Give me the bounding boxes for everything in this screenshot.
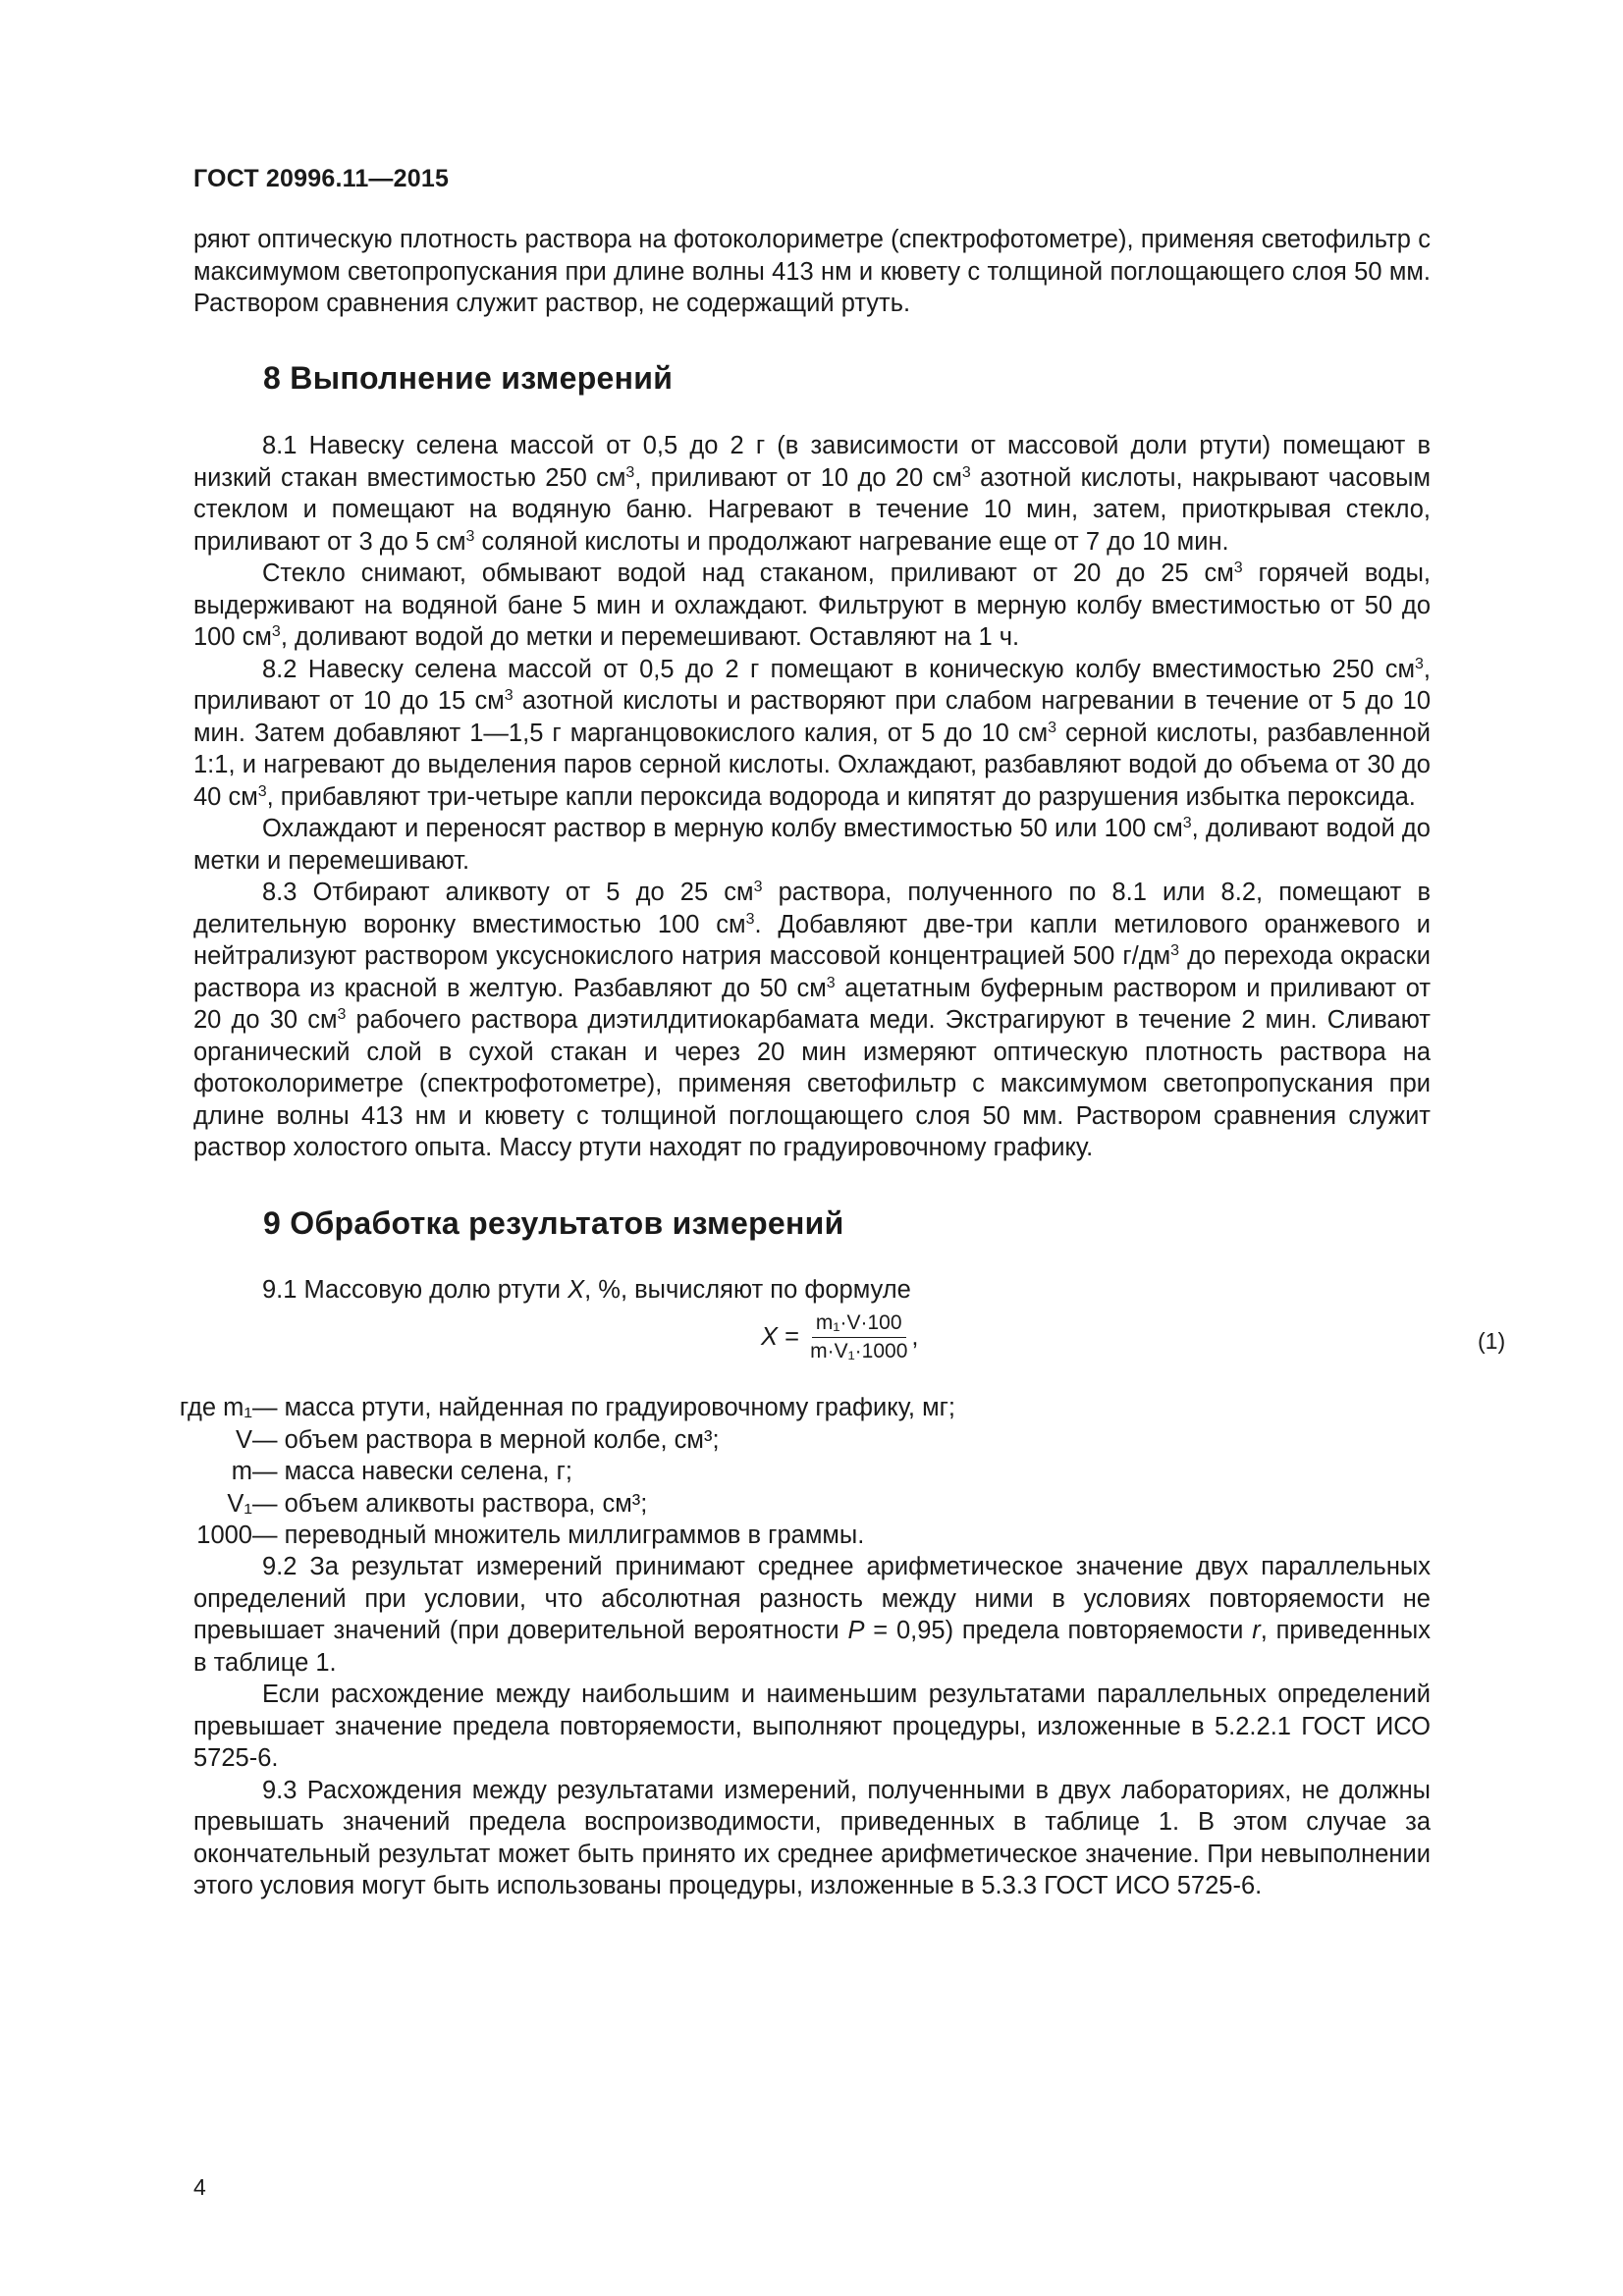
paragraph-8-2-cont: Охлаждают и переносят раствор в мерную колбу вместимостью 50 или 100 $см^3$, доливают водой до метки и перемешивают. bbox=[193, 815, 1431, 875]
document-header: ГОСТ 20996.11—2015 bbox=[193, 165, 450, 192]
paragraph-8-1-cont: Стекло снимают, обмывают водой над стаканом, приливают от 20 до 25 $см^3$ горячей воды, выдерживают на водяной бане 5 мин и охлаждают. Фильтруют в мерную колбу вместимостью от 50 до 100 $см^3$, доливают водой до метки и перемешивают. Оставляют на 1 ч. bbox=[193, 560, 1431, 651]
formula-number: (1) bbox=[1478, 1328, 1506, 1354]
intro-paragraph bbox=[193, 224, 1431, 320]
paragraph-8-1: 8.1 Навеску селена массой от 0,5 до 2 г (в зависимости от массовой доли ртути) помещают в низкий стакан вместимостью 250 $см^3$, приливают от 10 до 20 $см^3$ азотной кислоты, накрывают часовым стеклом и помещают на водяную баню. Нагревают в течение 10 мин, затем, приоткрывая стекло, приливают от 3 до 5 $см^3$ соляной кислоты и продолжают нагревание еще от 7 до 10 мин. bbox=[193, 432, 1431, 556]
section-9-title: 9 Обработка результатов измерений bbox=[263, 1205, 844, 1241]
paragraph-9-2: 9.2 За результат измерений принимают среднее арифметическое значение двух параллельных определений при условии, что абсолютная разность между ними в условиях повторяемости не превышает значений (при доверительной вероятности P = 0,95) предела повторяемости r, приведенных в таблице 1. bbox=[193, 1553, 1431, 1677]
formula-legend bbox=[179, 1392, 1431, 1552]
paragraph-8-3: 8.3 Отбирают аликвоту от 5 до 25 $см^3$ раствора, полученного по 8.1 или 8.2, помещают в делительную воронку вместимостью 100 $см^3$. Добавляют две-три капли метилового оранжевого и нейтрализуют раствором уксуснокислого натрия массовой концентрацией 500 $г/дм^3$ до перехода окраски раствора из красной в желтую. Разбавляют до 50 $см^3$ ацетатным буферным раствором и приливают от 20 до 30 $см^3$ рабочего раствора диэтилдитиокарбамата меди. Экстрагируют в течение 2 мин. Сливают органический слой в сухой стакан и через 20 мин измеряют оптическую плотность раствора на фотоколориметре (спектрофотометре), применяя светофильтр с максимумом светопропускания при длине волны 413 нм и кювету с толщиной поглощающего слоя 50 мм. Раствором сравнения служит раствор холостого опыта. Массу ртути находят по градуировочному графику. bbox=[193, 879, 1432, 1161]
legend-row: m — масса навески селена, г; bbox=[231, 1458, 572, 1485]
paragraph-9-2-cont: Если расхождение между наибольшим и наименьшим результатами параллельных определений превышает значение предела повторяемости, выполняют процедуры, изложенные в 5.2.2.1 ГОСТ ИСО 5725-6. bbox=[193, 1681, 1431, 1772]
formula-lhs: X bbox=[761, 1323, 779, 1351]
formula-1 bbox=[761, 1310, 918, 1364]
paragraph-9-1: 9.1 Массовую долю ртути X, %, вычисляют по формуле bbox=[262, 1276, 911, 1304]
legend-row: V — объем раствора в мерной колбе, см³; bbox=[235, 1425, 720, 1454]
page-number: 4 bbox=[193, 2174, 206, 2200]
formula-fraction bbox=[806, 1310, 911, 1364]
legend-row: V₁ — объем аликвоты раствора, см³; bbox=[227, 1489, 648, 1518]
formula-numerator: m₁·V·100 bbox=[812, 1310, 906, 1338]
paragraph-8-2: 8.2 Навеску селена массой от 0,5 до 2 г помещают в коническую колбу вместимостью 250 $см^3$, приливают от 10 до 15 $см^3$ азотной кислоты и растворяют при слабом нагревании в течение от 5 до 10 мин. Затем добавляют 1—1,5 г марганцовокислого калия, от 5 до 10 $см^3$ серной кислоты, разбавленной 1:1, и нагревают до выделения паров серной кислоты. Охлаждают, разбавляют водой до объема от 30 до 40 $см^3$, прибавляют три-четыре капли пероксида водорода и кипятят до разрушения избытка пероксида. bbox=[193, 655, 1432, 811]
formula-equals: = bbox=[778, 1323, 807, 1351]
legend-row: где m₁ — масса ртути, найденная по градуировочному графику, мг; bbox=[179, 1394, 955, 1421]
formula-tail: , bbox=[911, 1323, 919, 1351]
section-8-title: 8 Выполнение измерений bbox=[263, 360, 674, 396]
paragraph-continued: ряют оптическую плотность раствора на фотоколориметре (спектрофотометре), применяя светофильтр с максимумом светопропускания при длине волны 413 нм и кювету с толщиной поглощающего слоя 50 мм. Раствором сравнения служит раствор, не содержащий ртуть. bbox=[193, 226, 1431, 317]
section-9-body bbox=[193, 1551, 1431, 1902]
section-8-body bbox=[193, 430, 1431, 1164]
legend-row: 1000 — переводный множитель миллиграммов в граммы. bbox=[196, 1522, 865, 1549]
paragraph-9-3: 9.3 Расхождения между результатами измерений, полученными в двух лабораториях, не должны превышать значений предела воспроизводимости, приведенных в таблице 1. В этом случае за окончательный результат может быть принято их среднее арифметическое значение. При невыполнении этого условия могут быть использованы процедуры, изложенные в 5.3.3 ГОСТ ИСО 5725-6. bbox=[193, 1776, 1431, 1899]
formula-denominator: m·V₁·1000 bbox=[810, 1340, 908, 1362]
